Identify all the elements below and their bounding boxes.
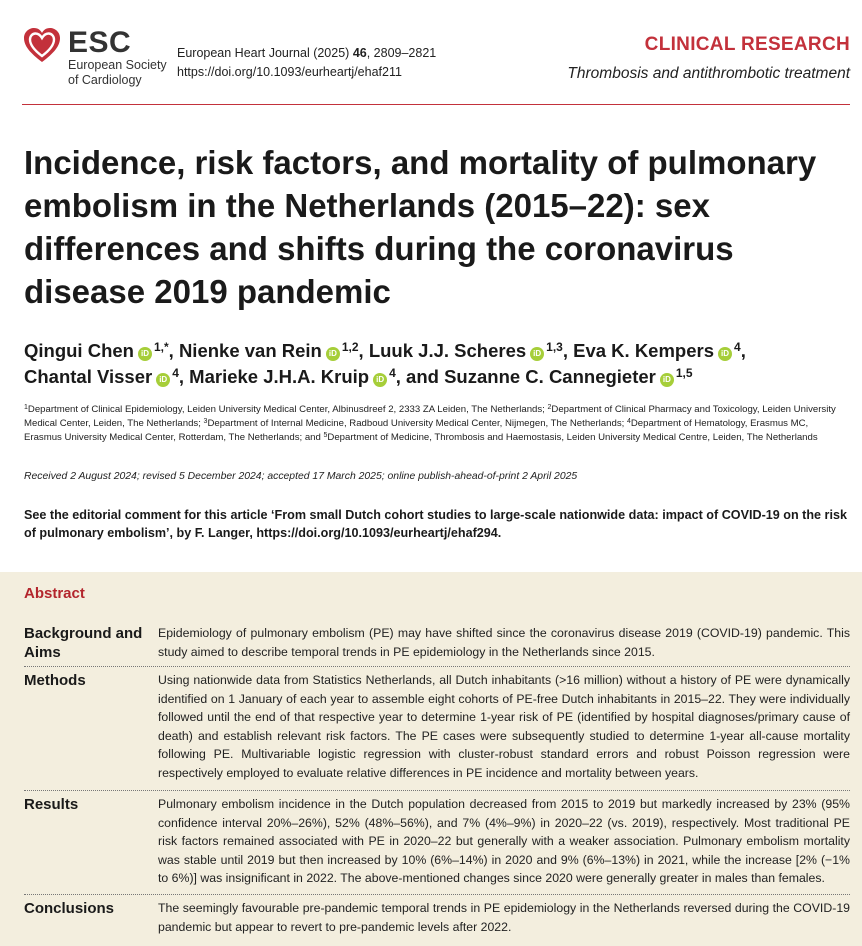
esc-logo [22, 22, 172, 92]
journal-volume: 46 [352, 46, 367, 60]
author-list [24, 338, 849, 390]
abstract-section-label: Methods [24, 672, 86, 689]
logo-wordmark: ESC [68, 26, 132, 59]
author-name: Eva K. Kempers [573, 340, 714, 361]
orcid-icon[interactable]: iD [660, 373, 674, 387]
journal-doi-link[interactable]: https://doi.org/10.1093/eurheartj/ehaf211 [177, 65, 402, 79]
article-header [22, 22, 850, 94]
affiliation-text: Department of Medicine, Thrombosis and Haemostasis, Leiden University Medical Centre, Leiden, The Netherlands [327, 432, 818, 443]
orcid-icon[interactable]: iD [156, 373, 170, 387]
affiliation-number: 4 [626, 418, 631, 425]
subsection: Thrombosis and antithrombotic treatment [567, 65, 850, 82]
affiliation-number: 5 [323, 432, 328, 439]
author-separator: , [168, 340, 179, 361]
author-name: Suzanne C. Cannegieter [444, 366, 656, 387]
affiliation-text: Department of Clinical Epidemiology, Leiden University Medical Center, Albinusdreef 2, 2333 ZA Leiden, The Netherlands; [27, 404, 548, 415]
logo-subtitle-line: European Society [68, 58, 167, 72]
author-affiliation-marker: 1,5 [675, 366, 693, 380]
section-type: CLINICAL RESEARCH [644, 34, 850, 55]
author-affiliation-marker: 1,* [153, 340, 169, 354]
header-divider [22, 104, 850, 105]
abstract-heading: Abstract [24, 585, 85, 602]
author-affiliation-marker: 4 [734, 340, 741, 354]
orcid-icon[interactable]: iD [326, 347, 340, 361]
author-affiliation-marker: 1,3 [546, 340, 563, 354]
affiliations [24, 403, 844, 445]
author-separator: , [358, 340, 369, 361]
abstract-section-label: Background and Aims [24, 625, 143, 661]
author-name: Nienke van Rein [178, 340, 322, 361]
author-affiliation-marker: 4 [172, 366, 179, 380]
author-name: Marieke J.H.A. Kruip [189, 366, 370, 387]
section-divider [24, 894, 850, 895]
article-title: Incidence, risk factors, and mortality of pulmonary embolism in the Netherlands (2015–22): sex differences and shifts during the coronavirus disease 2019 pandemic [24, 144, 817, 310]
editorial-note: See the editorial comment for this article ‘From small Dutch cohort studies to large-scale nationwide data: impact of COVID-19 on the risk of pulmonary embolism’, by F. Langer, https://doi.org/10.1093/eurheartj/ehaf294. [24, 508, 847, 540]
abstract-section-label: Results [24, 796, 79, 813]
author-affiliation-marker: 4 [389, 366, 396, 380]
author-separator: , [740, 340, 746, 361]
logo-subtitle [68, 58, 167, 88]
affiliation-number: 3 [203, 418, 208, 425]
journal-name: European Heart Journal (2025) [177, 46, 350, 60]
journal-pages: , 2809–2821 [366, 46, 437, 60]
author-name: Qingui Chen [24, 340, 134, 361]
orcid-icon[interactable]: iD [138, 347, 152, 361]
abstract-section-label: Conclusions [24, 900, 115, 917]
article-dates: Received 2 August 2024; revised 5 December 2024; accepted 17 March 2025; online publish-ahead-of-print 2 April 2025 [24, 471, 578, 482]
journal-citation [177, 44, 436, 82]
orcid-icon[interactable]: iD [530, 347, 544, 361]
author-separator: , [178, 366, 190, 387]
orcid-icon[interactable]: iD [718, 347, 732, 361]
heart-logo-icon [22, 26, 62, 66]
author-affiliation-marker: 1,2 [341, 340, 359, 354]
affiliation-text: Department of Hematology, Erasmus MC, Erasmus University Medical Center, Rotterdam, The Netherlands; and [24, 418, 809, 443]
affiliation-number: 2 [547, 404, 552, 411]
author-name: Luuk J.J. Scheres [368, 340, 527, 361]
section-divider [24, 666, 850, 667]
affiliation-number: 1 [24, 404, 28, 411]
abstract-section-text: Pulmonary embolism incidence in the Dutch population decreased from 2015 to 2019 but markedly increased by 23% (95% confidence interval 20%–26%), 52% (48%–56%), and 7% (4%–9%) in 2020–22 (vs. 2019), respectively. Most traditional PE risk factors remained associated with PE in 2020–22 but generally with a weaker association. Pulmonary embolism mortality was stable until 2019 but then increased by 10% (6%–14%) in 2020 and 9% (6%–13%) in 2021, while the increase [2% (−1% to 6%)] was insignificant in 2022. The above-mentioned changes since 2020 were generally greater in males than females. [158, 797, 850, 886]
section-divider [24, 790, 850, 791]
author-separator: , [562, 340, 574, 361]
author-name: Chantal Visser [24, 366, 153, 387]
abstract-section-text: Epidemiology of pulmonary embolism (PE) may have shifted since the coronavirus disease 2019 (COVID-19) pandemic. This study aimed to describe temporal trends in PE epidemiology in the Netherlands since 2015. [158, 626, 850, 659]
affiliation-text: Department of Internal Medicine, Radboud University Medical Center, Nijmegen, The Netherlands; [207, 418, 627, 429]
logo-subtitle-line: of Cardiology [68, 73, 142, 87]
abstract-section-text: Using nationwide data from Statistics Netherlands, all Dutch inhabitants (>16 million) without a history of PE were dynamically identified on 1 January of each year to assemble eight cohorts of PE-free Dutch inhabitants in 2015–22. They were individually followed until the end of that respective year to determine 1-year risk of PE (identified by hospital diagnoses/primary cause of death) and establish relevant risk factors. The PE cases were subsequently studied to determine 1-year all-cause mortality following PE. Multivariable logistic regression with cluster-robust standard errors and robust Poisson regression were respectively employed to evaluate relative differences in PE incidence and mortality between years. [158, 673, 850, 780]
affiliation-text: Department of Clinical Pharmacy and Toxicology, Leiden University Medical Center, Leiden, The Netherlands; [24, 404, 836, 429]
abstract-section-text: The seemingly favourable pre-pandemic temporal trends in PE epidemiology in the Netherlands reversed during the COVID-19 pandemic but appear to revert to pre-pandemic levels after 2022. [158, 901, 850, 934]
orcid-icon[interactable]: iD [373, 373, 387, 387]
author-separator: , and [395, 366, 445, 387]
